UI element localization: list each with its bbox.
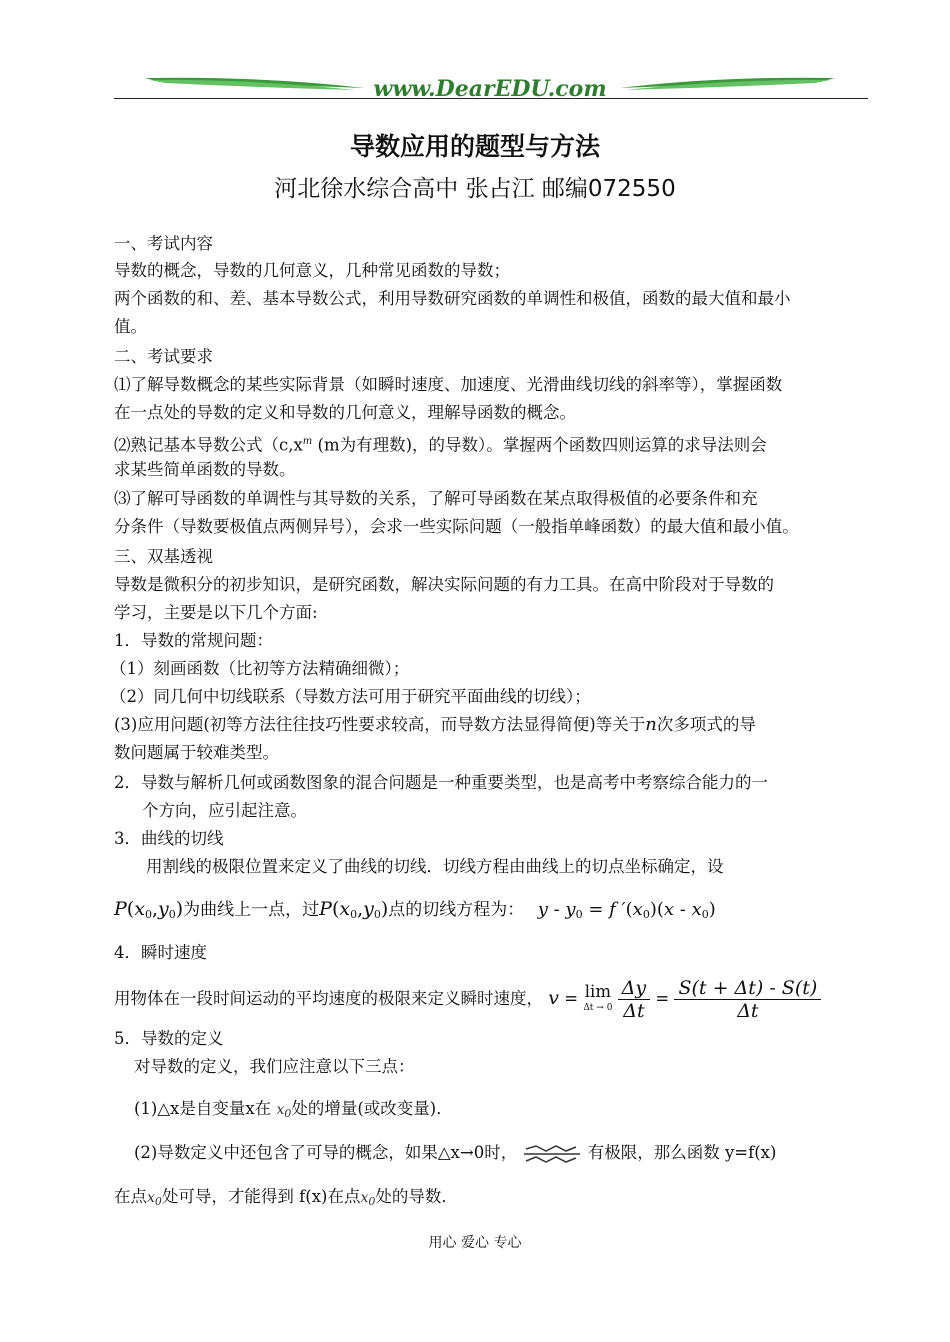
text-seg: (1)△x是自变量x在: [134, 1099, 272, 1118]
text-line: [114, 714, 756, 736]
text-line: 两个函数的和、差、基本导数公式，利用导数研究函数的单调性和极值，函数的最大值和最小: [114, 289, 791, 308]
fraction-graphic: [522, 1143, 582, 1165]
point-expr: $P(x_0,y_0)$: [319, 898, 389, 921]
text-line: 对导数的定义，我们应注意以下三点：: [134, 1057, 415, 1076]
text-seg: 有极限，那么函数 y=f(x): [587, 1143, 777, 1162]
text-line: 值。: [114, 317, 147, 336]
section-heading: 三、双基透视: [114, 547, 213, 566]
header-rule: [114, 98, 868, 99]
text-seg: 处的导数．: [375, 1187, 458, 1206]
tangent-equation: $y - y_0 = f$ $'(x_0)(x - x_0)$: [537, 899, 716, 921]
text-line: 在一点处的导数的定义和导数的几何意义，理解导函数的概念。: [114, 403, 576, 422]
text-line: [114, 431, 767, 457]
point-expr: $P(x_0,y_0)$: [114, 898, 184, 921]
text-line: 个方向，应引起注意。: [142, 801, 307, 820]
text-line: ⑴了解导数概念的某些实际背景（如瞬时速度、加速度、光滑曲线切线的斜率等），掌握函数: [114, 375, 783, 394]
text-seg: (m为有理数)，的导数）。掌握两个函数四则运算的求导法则会: [312, 435, 767, 455]
logo-text: www.DearEDU.com: [373, 76, 607, 102]
document-title: 导数应用的题型与方法: [349, 132, 600, 161]
text-seg: 次多项式的导: [656, 715, 756, 734]
superscript: m: [302, 436, 313, 447]
math-x0: $x_0$: [147, 1190, 162, 1208]
text-line: ⑶了解可导函数的单调性与其导数的关系，了解可导函数在某点取得极值的必要条件和充: [114, 489, 758, 508]
math-x0: $x_0$: [276, 1102, 292, 1120]
formula-line: [114, 898, 716, 926]
text-line: 导数的概念，导数的几何意义，几种常见函数的导数；: [114, 261, 510, 280]
text-line: [114, 1186, 458, 1213]
section-heading: 二、考试要求: [114, 347, 213, 366]
text-seg: 在点: [114, 1187, 147, 1206]
text-line: （1）刻画函数（比初等方法精确细微）；: [110, 659, 410, 678]
velocity-symbol: v: [548, 987, 559, 1009]
formula-line: [114, 968, 821, 1028]
text-seg: ⑵熟记基本导数公式（c,x: [114, 435, 303, 455]
text-line: 分条件（导数要极值点两侧异号），会求一些实际问题（一般指单峰函数）的最大值和最小值。: [114, 517, 799, 536]
text-line: [134, 1098, 453, 1125]
text-line: 导数是微积分的初步知识，是研究函数，解决实际问题的有力工具。在高中阶段对于导数的: [114, 575, 774, 594]
limit-operator: lim Δt → 0: [583, 981, 613, 1013]
text-line: 5．导数的定义: [114, 1029, 224, 1048]
page-footer: 用心 爱心 专心: [428, 1235, 522, 1251]
average-velocity-quotient: $\frac{S(t + \Delta t) - S(t)}{\Delta t}$: [674, 977, 821, 1022]
text-line: 用割线的极限位置来定义了曲线的切线．切线方程由曲线上的切点坐标确定，设: [146, 857, 724, 876]
section-heading: 一、考试内容: [114, 234, 213, 253]
text-line: 求某些简单函数的导数。: [114, 460, 296, 479]
text-line: 3．曲线的切线: [114, 829, 224, 848]
text-line: [134, 1142, 776, 1165]
text-line: 学习，主要是以下几个方面:: [114, 603, 318, 622]
equals: =: [564, 989, 579, 1008]
text-line: 数问题属于较难类型。: [114, 743, 279, 762]
text-line: 1．导数的常规问题：: [114, 631, 273, 650]
text-seg: 点的切线方程为：: [388, 900, 525, 920]
text-line: 4．瞬时速度: [114, 943, 207, 962]
equals: =: [655, 989, 670, 1008]
text-line: 2．导数与解析几何或函数图象的混合问题是一种重要类型，也是高考中考察综合能力的一: [114, 773, 768, 792]
text-line: （2）同几何中切线联系（导数方法可用于研究平面曲线的切线）；: [110, 687, 591, 706]
text-seg: 处可导，才能得到 f(x)在点: [161, 1187, 361, 1206]
math-n: n: [645, 714, 657, 735]
text-seg: 用物体在一段时间运动的平均速度的极限来定义瞬时速度，: [114, 989, 543, 1008]
difference-quotient: $\frac{\Delta y}{\Delta t}$: [618, 977, 650, 1022]
text-seg: (2)导数定义中还包含了可导的概念，如果△x→0时，: [134, 1143, 518, 1162]
text-seg: 为曲线上一点，过: [183, 900, 320, 920]
math-x0: $x_0$: [360, 1190, 376, 1208]
text-seg: (3)应用问题(初等方法往往技巧性要求较高，而导数方法显得简便)等关于: [114, 715, 646, 734]
text-seg: 处的增量(或改变量)．: [291, 1099, 453, 1118]
document-author: 河北徐水综合高中 张占江 邮编072550: [274, 176, 676, 202]
